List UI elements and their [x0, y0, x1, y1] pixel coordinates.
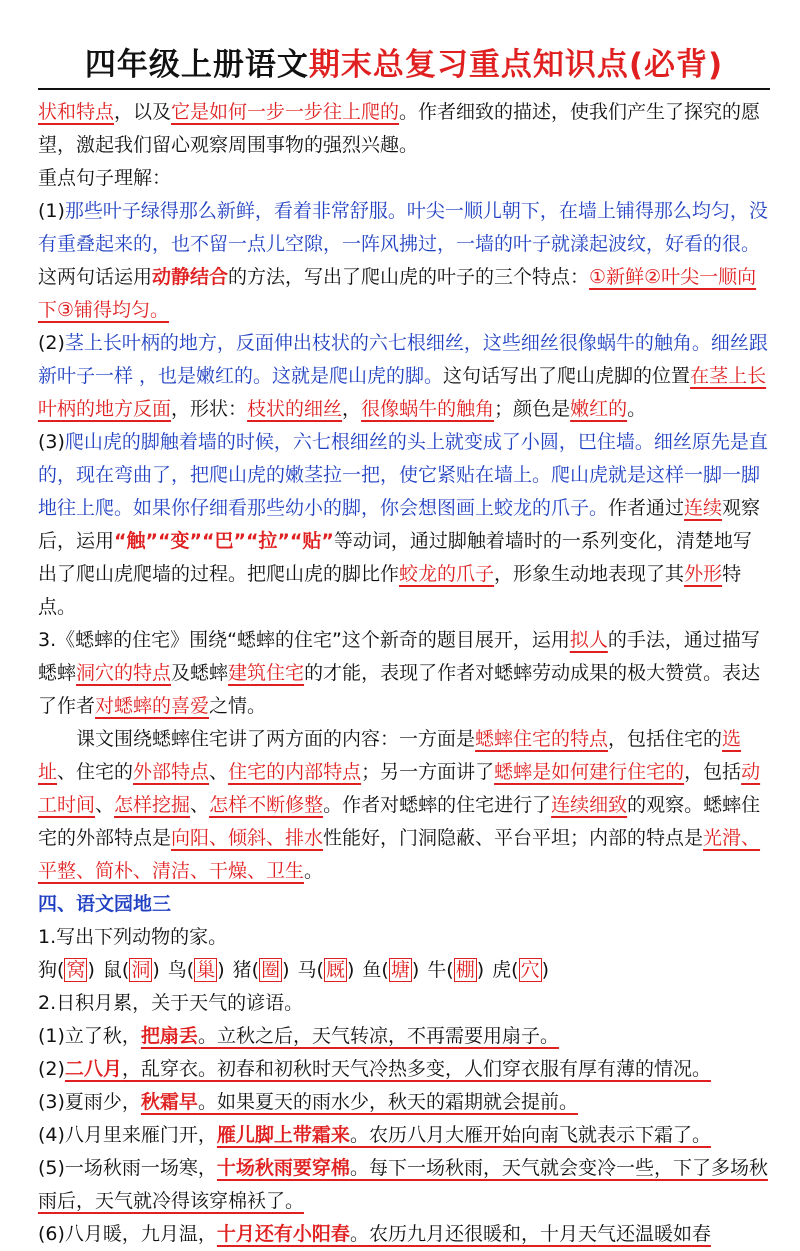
proverb-explanation: 。农历九月还很暖和，十月天气还温暖如春: [349, 1223, 711, 1245]
page-title: [38, 0, 770, 90]
paren-close: ): [476, 959, 485, 981]
weather-proverb-item: [38, 1053, 770, 1086]
proverb-lead: (3)夏雨少，: [38, 1091, 141, 1113]
proverb-lead: (5)一场秋雨一场寒，: [38, 1157, 217, 1179]
animal-name: 牛: [427, 959, 447, 981]
animal-name: 鸟: [167, 959, 187, 981]
proverb-answer: 秋霜早: [140, 1091, 198, 1113]
paren-open: (: [251, 959, 260, 981]
paren-close: ): [282, 959, 290, 981]
animal-home-answer: 窝: [66, 959, 86, 981]
sentence-item-2: (2)茎上长叶柄的地方，反面伸出枝状的六七根细丝，这些细丝很像蜗牛的触角。细丝跟新叶子一样 ，也是嫩红的。这就是爬山虎的脚。这句话写出了爬山虎脚的位置在茎上长叶柄的地方反面，形状：枝状的细丝，很像蜗牛的触角；颜色是嫩红的。: [38, 332, 768, 420]
paren-open: (: [121, 959, 130, 981]
paren-open: (: [446, 959, 454, 981]
cricket-house-content-paragraph: 课文围绕蟋蟀住宅讲了两方面的内容：一方面是蟋蟀住宅的特点，包括住宅的选址、住宅的外部特点、住宅的内部特点；另一方面讲了蟋蟀是如何建行住宅的，包括动工时间、怎样挖掘、怎样不断修整。作者对蟋蟀的住宅进行了连续细致的观察。蟋蟀住宅的外部特点是向阳、倾斜、排水性能好，门洞隐蔽、平台平坦；内部的特点是光滑、平整、简朴、清洁、干燥、卫生。: [38, 728, 761, 882]
proverb-explanation: 。每下一场秋雨，天气就会变冷一些，下了多场秋雨后，天气就冷得该穿棉袄了。: [38, 1157, 768, 1212]
animal-home-answer: 厩: [325, 959, 345, 981]
proverb-lead: (6)八月暖，九月温，: [38, 1223, 217, 1245]
sentence-item-1: (1)那些叶子绿得那么新鲜，看着非常舒服。叶尖一顺儿朝下，在墙上铺得那么均匀，没有重叠起来的，也不留一点儿空隙，一阵风拂过，一墙的叶子就漾起波纹，好看的很。这两句话运用动静结合的方法，写出了爬山虎的叶子的三个特点：①新鲜②叶尖一顺向下③铺得均匀。: [38, 200, 768, 321]
animal-name: 猪: [232, 959, 252, 981]
proverb-explanation: 。农历八月大雁开始向南飞就表示下霜了。: [349, 1124, 711, 1146]
section-heading-yuwen-garden: 四、语文园地三: [38, 893, 172, 915]
animal-home-question: 1.写出下列动物的家。: [38, 926, 228, 948]
paren-close: ): [541, 959, 549, 981]
proverb-answer: 十月还有小阳春: [216, 1223, 350, 1245]
animal-name: 鼠: [102, 959, 122, 981]
animal-name: 鱼: [362, 959, 382, 981]
proverb-answer: 把扇丢: [140, 1025, 198, 1047]
proverb-lead: (1)立了秋，: [38, 1025, 141, 1047]
weather-proverb-item: [38, 1086, 770, 1119]
weather-proverb-item: [38, 1152, 770, 1218]
animal-home-item: [168, 959, 225, 981]
animal-name: 狗: [38, 959, 58, 981]
animal-home-item: [233, 959, 290, 981]
animal-home-item: [38, 959, 95, 981]
proverb-explanation: ，乱穿衣。初春和初秋时天气冷热多变，人们穿衣服有厚有薄的情况。: [121, 1058, 711, 1080]
proverb-lead: (4)八月里来雁门开，: [38, 1124, 217, 1146]
paren-open: (: [186, 959, 195, 981]
animal-home-answer: 圈: [261, 959, 281, 981]
paren-open: (: [57, 959, 65, 981]
proverb-answer: 雁儿脚上带霜来: [216, 1124, 350, 1146]
weather-proverb-item: [38, 1119, 770, 1152]
animal-home-answer: 洞: [131, 959, 151, 981]
weather-proverb-item: [38, 1218, 770, 1251]
animal-name: 马: [297, 959, 317, 981]
proverb-answer: 二八月: [64, 1058, 122, 1080]
animal-home-item: [103, 959, 160, 981]
paren-close: ): [152, 959, 160, 981]
sentence-item-3: (3)爬山虎的脚触着墙的时候，六七根细丝的头上就变成了小圆，巴住墙。细丝原先是直的，现在弯曲了，把爬山虎的嫩茎拉一把，使它紧贴在墙上。爬山虎就是这样一脚一脚地往上爬。如果你仔细看那些幼小的脚，你会想图画上蛟龙的爪子。作者通过连续观察后，运用“触”“变”“巴”“拉”“贴”等动词，通过脚触着墙时的一系列变化，清楚地写出了爬山虎爬墙的过程。把爬山虎的脚比作蛟龙的爪子，形象生动地表现了其外形特点。: [38, 431, 768, 618]
proverb-lead: (2): [38, 1058, 65, 1080]
animal-name: 虎: [492, 959, 512, 981]
paren-close: ): [217, 959, 225, 981]
weather-proverb-list: [38, 1020, 770, 1251]
animal-home-item: [427, 959, 484, 981]
cricket-house-paragraph: 3.《蟋蟀的住宅》围绕“蟋蟀的住宅”这个新奇的题目展开，运用拟人的手法，通过描写蟋蟀洞穴的特点及蟋蟀建筑住宅的才能，表现了作者对蟋蟀劳动成果的极大赞赏。表达了作者对蟋蟀的喜爱之情。: [38, 629, 761, 717]
animal-home-list: [38, 954, 770, 987]
animal-home-answer: 巢: [196, 959, 216, 981]
title-topic: 期末总复习重点知识点(必背): [308, 47, 724, 83]
intro-paragraph: 状和特点，以及它是如何一步一步往上爬的。作者细致的描述，使我们产生了探究的愿望，激起我们留心观察周围事物的强烈兴趣。: [38, 101, 761, 156]
paren-open: (: [511, 959, 519, 981]
title-grade: 四年级上册语文: [84, 47, 309, 83]
paren-open: (: [381, 959, 389, 981]
proverb-answer: 十场秋雨要穿棉: [216, 1157, 350, 1179]
animal-home-answer: 穴: [520, 959, 540, 981]
weather-proverb-item: [38, 1020, 770, 1053]
paren-close: ): [411, 959, 420, 981]
proverb-explanation: 。如果夏天的雨水少，秋天的霜期就会提前。: [197, 1091, 578, 1113]
animal-home-answer: 棚: [455, 959, 475, 981]
animal-home-item: [492, 959, 549, 981]
animal-home-item: [362, 959, 419, 981]
animal-home-item: [298, 959, 355, 981]
weather-proverb-question: 2.日积月累，关于天气的谚语。: [38, 992, 304, 1014]
paren-close: ): [87, 959, 95, 981]
animal-home-answer: 塘: [390, 959, 410, 981]
paren-close: ): [346, 959, 355, 981]
key-sentences-heading: 重点句子理解：: [38, 167, 172, 189]
proverb-explanation: 。立秋之后，天气转凉，不再需要用扇子。: [197, 1025, 559, 1047]
paren-open: (: [316, 959, 324, 981]
